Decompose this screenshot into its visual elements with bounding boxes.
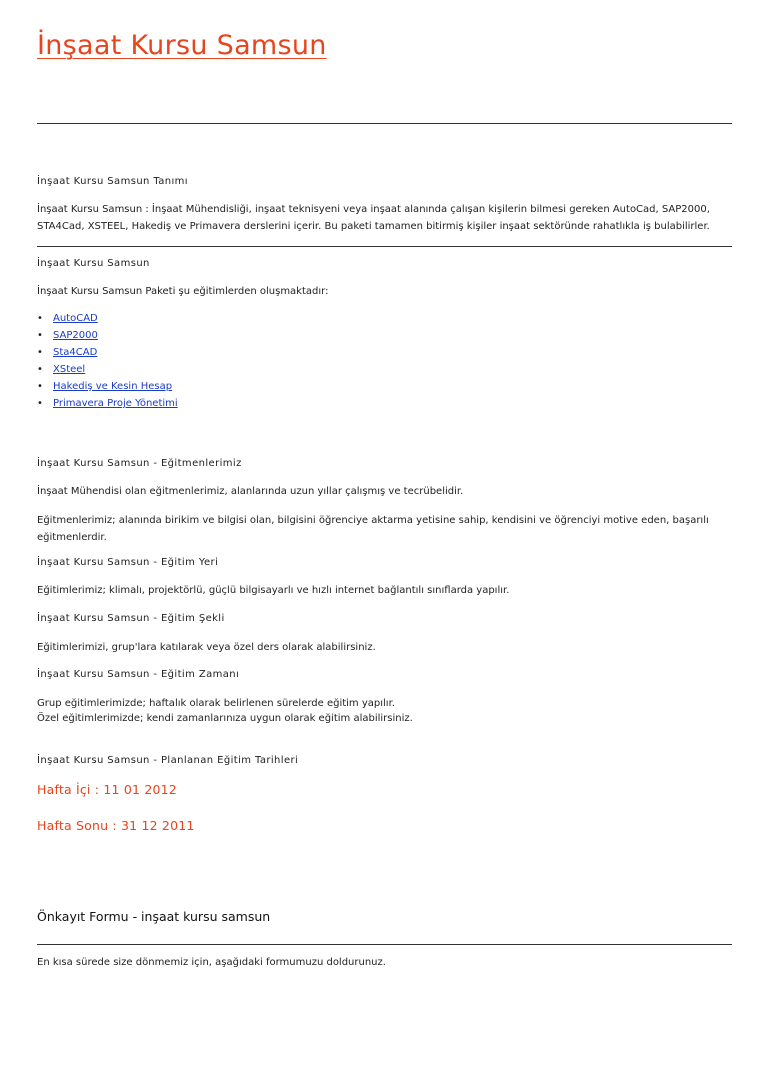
time-line-2: Özel eğitimlerimizde; kendi zamanlarınıza uygun olarak eğitim alabilirsiniz.: [37, 713, 413, 724]
package-heading: İnşaat Kursu Samsun: [37, 258, 150, 269]
time-line-1: Grup eğitimlerimizde; haftalık olarak belirlenen sürelerde eğitim yapılır.: [37, 698, 395, 709]
style-body: Eğitimlerimizi, grup'lara katılarak veya özel ders olarak alabilirsiniz.: [37, 642, 376, 653]
place-heading: İnşaat Kursu Samsun - Eğitim Yeri: [37, 557, 219, 568]
weekday-date: Hafta İçi : 11 01 2012: [37, 782, 177, 797]
page-title: İnşaat Kursu Samsun: [37, 30, 327, 61]
list-item: [37, 310, 178, 327]
form-title: Önkayıt Formu - inşaat kursu samsun: [37, 909, 271, 924]
course-list: [37, 310, 178, 412]
course-link-autocad[interactable]: AutoCAD: [53, 313, 98, 324]
dates-heading: İnşaat Kursu Samsun - Planlanan Eğitim Tarihleri: [37, 755, 299, 766]
form-divider: [37, 944, 732, 945]
intro-body: İnşaat Kursu Samsun : İnşaat Mühendisliği, inşaat teknisyeni veya inşaat alanında çalışan kişilerin bilmesi gereken AutoCad, SAP2000, STA4Cad, XSTEEL, Hakediş ve Primavera derslerini içerir. Bu paketi tamamen bitirmiş kişiler inşaat sektöründe rahatlıkla iş bulabilirler.: [37, 204, 710, 232]
time-heading: İnşaat Kursu Samsun - Eğitim Zamanı: [37, 669, 240, 680]
list-item: [37, 327, 178, 344]
course-link-hakedis[interactable]: Hakediş ve Kesin Hesap: [53, 381, 173, 392]
list-item: [37, 361, 178, 378]
intro-divider: [37, 246, 732, 247]
place-body: Eğitimlerimiz; klimalı, projektörlü, güçlü bilgisayarlı ve hızlı internet bağlantılı sınıflarda yapılır.: [37, 585, 510, 596]
form-body: En kısa sürede size dönmemiz için, aşağıdaki formumuzu doldurunuz.: [37, 957, 386, 968]
title-divider: [37, 123, 732, 124]
trainers-paragraph-2: Eğitmenlerimiz; alanında birikim ve bilgisi olan, bilgisini öğrenciye aktarma yetisine sahip, kendisini ve öğrenciyi motive eden, başarılı eğitmenlerdir.: [37, 515, 709, 543]
course-link-sta4cad[interactable]: Sta4CAD: [53, 347, 98, 358]
course-link-sap2000[interactable]: SAP2000: [53, 330, 98, 341]
list-item: [37, 344, 178, 361]
style-heading: İnşaat Kursu Samsun - Eğitim Şekli: [37, 613, 225, 624]
package-lead: İnşaat Kursu Samsun Paketi şu eğitimlerden oluşmaktadır:: [37, 286, 329, 297]
course-link-primavera[interactable]: Primavera Proje Yönetimi: [53, 398, 178, 409]
trainers-heading: İnşaat Kursu Samsun - Eğitmenlerimiz: [37, 458, 242, 469]
trainers-paragraph-1: İnşaat Mühendisi olan eğitmenlerimiz, alanlarında uzun yıllar çalışmış ve tecrübelidir.: [37, 486, 464, 497]
weekend-date: Hafta Sonu : 31 12 2011: [37, 818, 195, 833]
list-item: [37, 395, 178, 412]
course-link-xsteel[interactable]: XSteel: [53, 364, 86, 375]
list-item: [37, 378, 178, 395]
intro-heading: İnşaat Kursu Samsun Tanımı: [37, 176, 188, 187]
